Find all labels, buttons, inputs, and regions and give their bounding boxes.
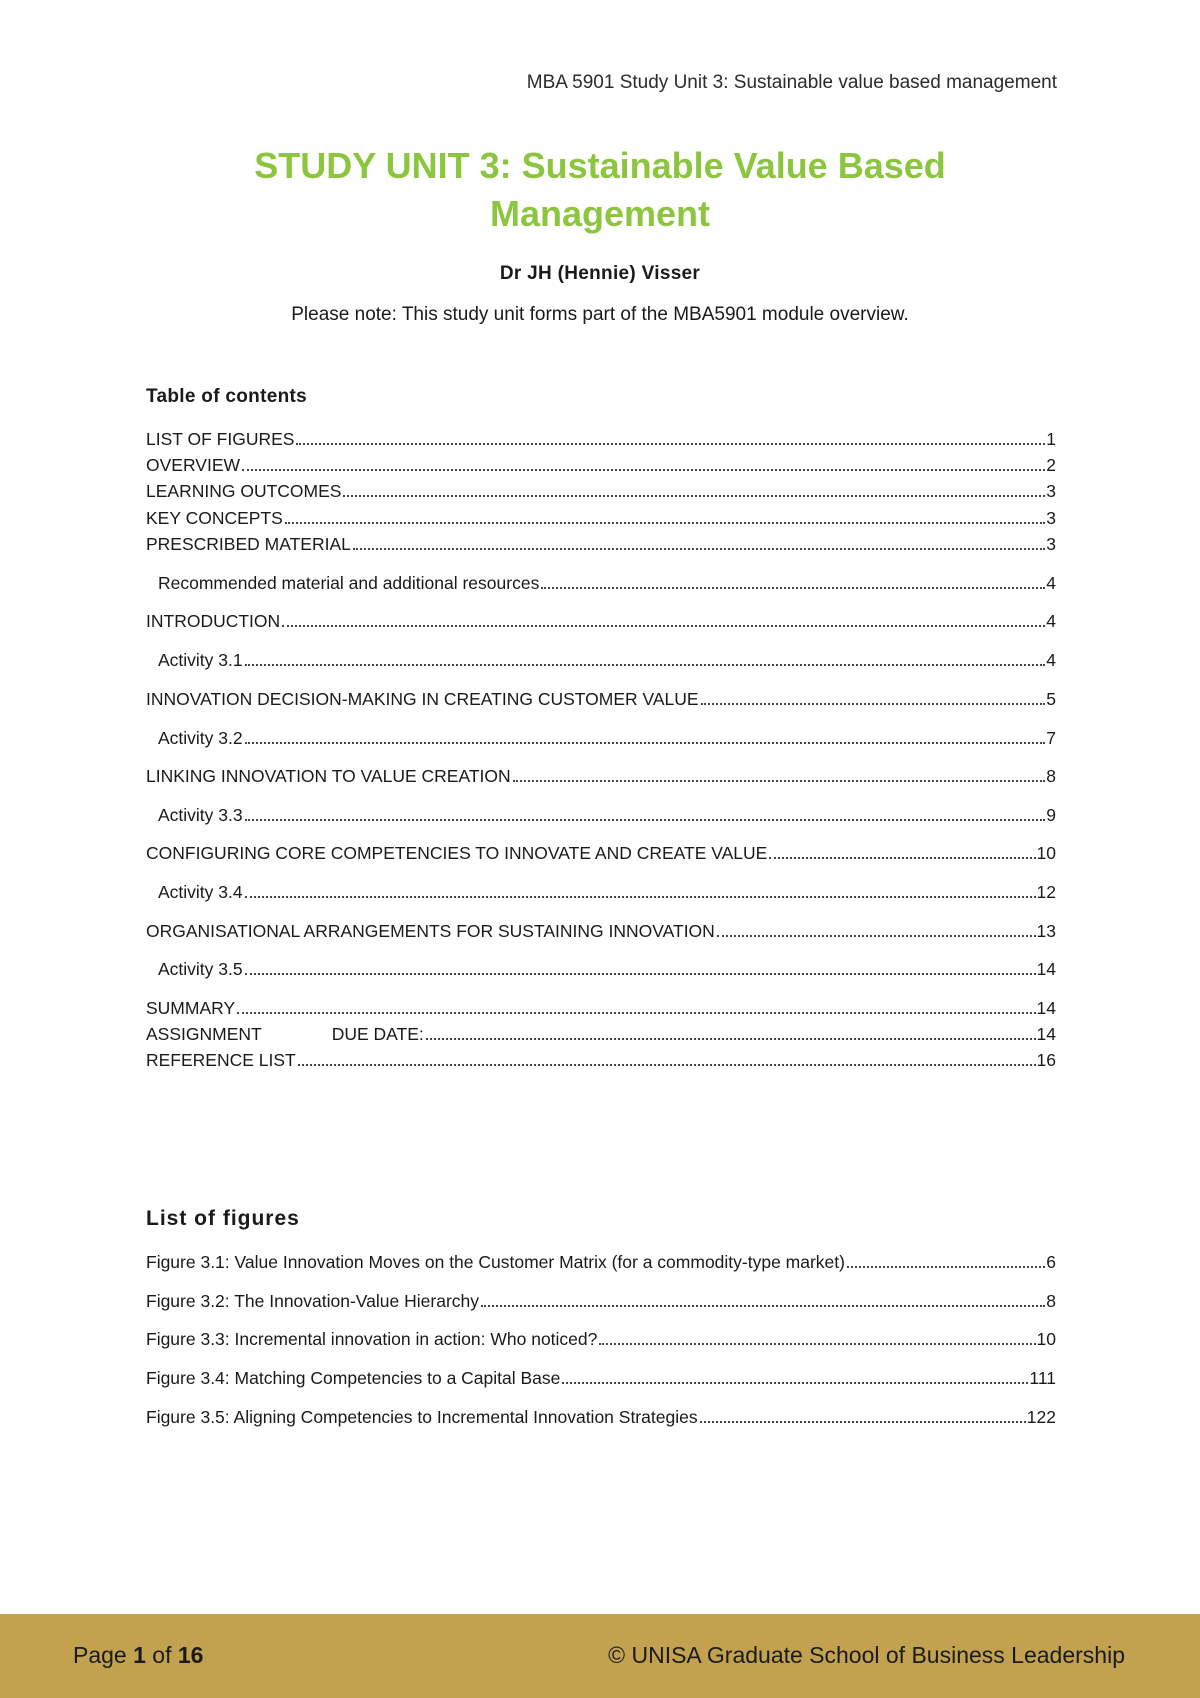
toc-entry-label: LIST OF FIGURES [146,429,295,449]
toc-entry-label: Activity 3.4 [158,882,243,902]
lof-entry-page: 122 [1026,1407,1056,1427]
toc-entry-page: 14 [1036,1024,1056,1044]
toc-entry-label: SUMMARY [146,998,236,1018]
dot-leader [769,857,1035,859]
toc-entry-page: 1 [1046,429,1056,449]
dot-leader [245,819,1046,821]
toc-entry[interactable] [146,764,1056,788]
dot-leader [513,780,1046,782]
toc-entry-label: INNOVATION DECISION-MAKING IN CREATING CUSTOMER VALUE [146,689,699,709]
copyright-notice: © UNISA Graduate School of Business Leadership [608,1642,1125,1668]
dot-leader [245,973,1036,975]
toc-entry[interactable] [146,479,1056,503]
toc-entry-label: CONFIGURING CORE COMPETENCIES TO INNOVATE AND CREATE VALUE [146,843,768,863]
toc-entry-page: 4 [1046,573,1056,593]
page-of: of [152,1642,172,1668]
page-prefix: Page [73,1642,127,1668]
dot-leader [298,1064,1036,1066]
dot-leader [562,1382,1028,1384]
toc-entry-page: 8 [1046,766,1056,786]
toc-entry-page: 7 [1046,728,1056,748]
toc-entry-label: LINKING INNOVATION TO VALUE CREATION [146,766,511,786]
dot-leader [237,1012,1035,1014]
dot-leader [242,469,1045,471]
toc-entry-label: Recommended material and additional resources [158,573,540,593]
toc-entry[interactable] [146,996,1056,1020]
toc-entry-page: 3 [1046,508,1056,528]
toc-entry-page: 4 [1046,611,1056,631]
lof-entry[interactable] [146,1289,1056,1313]
toc-entry-page: 2 [1046,455,1056,475]
lof-entry-page: 6 [1046,1252,1056,1272]
lof-entry-label: Figure 3.5: Aligning Competencies to Incremental Innovation Strategies [146,1407,698,1427]
toc-entry-label: Activity 3.3 [158,805,243,825]
dot-leader [245,742,1046,744]
toc-entry[interactable] [146,687,1056,711]
dot-leader [700,1421,1026,1423]
toc-entry-label: ASSIGNMENT [146,1024,262,1044]
dot-leader [353,548,1045,550]
lof-heading: List of figures [146,1207,300,1230]
toc-entry-page: 4 [1046,650,1056,670]
toc-entry-page: 9 [1046,805,1056,825]
lof-entry[interactable] [146,1327,1056,1351]
dot-leader [343,495,1045,497]
toc-entry[interactable] [146,609,1056,633]
toc-entry-due-date-label: DUE DATE: [331,1024,424,1044]
toc-entry-label: Activity 3.2 [158,728,243,748]
toc-entry-label: PRESCRIBED MATERIAL [146,534,351,554]
toc-entry-label: OVERVIEW [146,455,241,475]
lof-entry[interactable] [146,1366,1056,1390]
toc-entry[interactable] [146,1022,1056,1046]
dot-leader [296,443,1045,445]
toc-entry[interactable] [146,427,1056,451]
dot-leader [541,587,1045,589]
toc-entry-label: REFERENCE LIST [146,1050,296,1070]
toc-entry-page: 12 [1036,882,1056,902]
page-footer [0,1614,1200,1698]
page-current: 1 [133,1642,146,1668]
toc-entry-page: 3 [1046,481,1056,501]
document-title-line-2: Management [489,193,711,234]
dot-leader [847,1266,1045,1268]
page-indicator [73,1642,203,1669]
author: Dr JH (Hennie) Visser [499,263,701,284]
toc-entry[interactable] [146,506,1056,530]
dot-leader [599,1343,1035,1345]
lof-entry-page: 111 [1029,1368,1056,1388]
toc-entry-label: LEARNING OUTCOMES [146,481,342,501]
toc-entry-page: 16 [1036,1050,1056,1070]
toc-heading: Table of contents [146,386,307,407]
toc-entry-page: 10 [1036,843,1056,863]
toc-entry[interactable] [158,648,1056,672]
toc-entry[interactable] [158,803,1056,827]
note: Please note: This study unit forms part of the MBA5901 module overview. [291,304,909,325]
toc-entry-label: ORGANISATIONAL ARRANGEMENTS FOR SUSTAINING INNOVATION [146,921,715,941]
toc-entry-page: 14 [1036,959,1056,979]
document-title [145,142,1055,238]
lof-entry-label: Figure 3.4: Matching Competencies to a Capital Base [146,1368,561,1388]
document-title-line-1: STUDY UNIT 3: Sustainable Value Based [254,145,946,186]
dot-leader [245,664,1046,666]
toc-entry-label: KEY CONCEPTS [146,508,283,528]
dot-leader [481,1305,1045,1307]
lof-entry[interactable] [146,1250,1056,1274]
toc-entry-page: 5 [1046,689,1056,709]
toc-entry-page: 3 [1046,534,1056,554]
lof-entry-label: Figure 3.2: The Innovation-Value Hierarchy [146,1291,480,1311]
toc-entry[interactable] [146,919,1056,943]
dot-leader [426,1038,1036,1040]
toc-entry[interactable] [158,726,1056,750]
toc-entry-label: Activity 3.1 [158,650,243,670]
toc-entry[interactable] [158,957,1056,981]
toc-entry-page: 14 [1036,998,1056,1018]
lof-entry-label: Figure 3.3: Incremental innovation in action: Who noticed? [146,1329,598,1349]
lof-entry-page: 10 [1036,1329,1056,1349]
toc-entry[interactable] [146,841,1056,865]
running-header: MBA 5901 Study Unit 3: Sustainable value based management [526,72,1057,93]
dot-leader [717,935,1036,937]
toc-entry-label: INTRODUCTION [146,611,281,631]
toc-entry-label: Activity 3.5 [158,959,243,979]
toc-entry[interactable] [146,532,1056,556]
lof-entry-label: Figure 3.1: Value Innovation Moves on the Customer Matrix (for a commodity-type market) [146,1252,845,1272]
dot-leader [245,896,1036,898]
lof-entry[interactable] [146,1405,1056,1429]
toc-entry[interactable] [158,571,1056,595]
toc-entry[interactable] [146,453,1056,477]
dot-leader [701,703,1046,705]
page-total: 16 [177,1642,204,1668]
dot-leader [285,522,1045,524]
toc-entry[interactable] [158,880,1056,904]
toc-entry-page: 13 [1036,921,1056,941]
dot-leader [282,625,1045,627]
lof-entry-page: 8 [1046,1291,1056,1311]
toc-entry[interactable] [146,1048,1056,1072]
